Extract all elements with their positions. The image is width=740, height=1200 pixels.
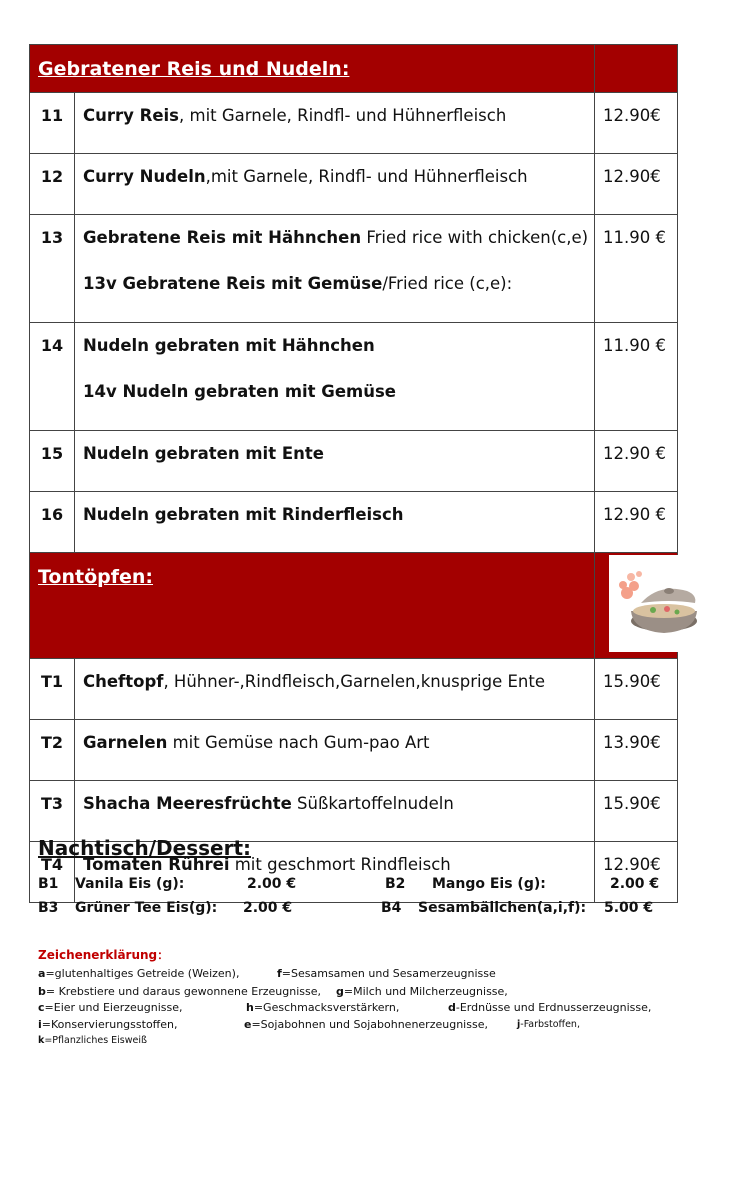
item-name: Garnelen xyxy=(83,733,168,752)
item-description: mit geschmort Rindfleisch xyxy=(229,855,451,874)
item-number: 15 xyxy=(30,431,75,492)
item-description: , Hühner-,Rindfleisch,Garnelen,knusprige Ente xyxy=(163,672,545,691)
item-price: 15.90€ xyxy=(595,659,678,720)
item-description: , mit Garnele, Rindfl- und Hühnerfleisch xyxy=(179,106,507,125)
dessert-name: Vanila Eis (g): xyxy=(75,876,185,892)
section-title: Tontöpfen: xyxy=(38,566,154,588)
table-row xyxy=(30,659,678,720)
item-name: Nudeln gebraten mit Rinderfleisch xyxy=(83,505,404,524)
dessert-price: 5.00 € xyxy=(604,900,654,916)
item-description: mit Gemüse nach Gum-pao Art xyxy=(167,733,430,752)
item-price: 12.90€ xyxy=(595,93,678,154)
dessert-price: 2.00 € xyxy=(247,876,297,892)
menu-table xyxy=(29,44,678,903)
legend-entry: i=Konservierungsstoffen, xyxy=(38,1018,178,1031)
item-price: 12.90€ xyxy=(595,842,678,903)
table-row xyxy=(30,215,678,323)
legend-title: Zeichenerklärung： xyxy=(38,948,170,962)
item-number: 13 xyxy=(30,215,75,323)
legend-entry: f=Sesamsamen und Sesamerzeugnisse xyxy=(277,967,496,980)
item-number: 16 xyxy=(30,492,75,553)
item-price: 11.90 € xyxy=(595,323,678,431)
section-header-clay-pot xyxy=(30,553,678,659)
item-name: Cheftopf xyxy=(83,672,164,691)
legend-entry: k=Pflanzliches Eisweiß xyxy=(38,1035,147,1046)
table-row xyxy=(30,93,678,154)
item-description: Fried rice with chicken(c,e) xyxy=(361,228,589,247)
legend-entry: h=Geschmacksverstärkern, xyxy=(246,1001,400,1014)
dessert-name: Mango Eis (g): xyxy=(432,876,546,892)
legend-entry: b= Krebstiere und daraus gewonnene Erzeugnisse, xyxy=(38,985,321,998)
table-row xyxy=(30,720,678,781)
dessert-name: Sesambällchen(a,i,f): xyxy=(418,900,587,916)
item-price: 15.90€ xyxy=(595,781,678,842)
dessert-code: B1 xyxy=(38,876,59,892)
item-description: ,mit Garnele, Rindfl- und Hühnerfleisch xyxy=(205,167,528,186)
dessert-name: Grüner Tee Eis(g): xyxy=(75,900,218,916)
item-price: 12.90€ xyxy=(595,154,678,215)
dessert-code: B2 xyxy=(385,876,406,892)
legend-entry: g=Milch und Milcherzeugnisse, xyxy=(336,985,508,998)
item-number: 11 xyxy=(30,93,75,154)
legend-entry: e=Sojabohnen und Sojabohnenerzeugnisse, xyxy=(244,1018,488,1031)
legend-entry: c=Eier und Eierzeugnisse, xyxy=(38,1001,183,1014)
item-price: 12.90 € xyxy=(595,431,678,492)
item-number: T1 xyxy=(30,659,75,720)
item-number: T2 xyxy=(30,720,75,781)
item-description: Süßkartoffelnudeln xyxy=(291,794,454,813)
item-name: Nudeln gebraten mit Hähnchen xyxy=(83,336,375,355)
item-number: T3 xyxy=(30,781,75,842)
dessert-price: 2.00 € xyxy=(610,876,660,892)
table-row xyxy=(30,154,678,215)
section-title: Gebratener Reis und Nudeln: xyxy=(38,58,350,80)
item-name: Shacha Meeresfrüchte xyxy=(83,794,292,813)
dessert-code: B4 xyxy=(381,900,402,916)
dessert-code: B3 xyxy=(38,900,59,916)
item-name: Curry Nudeln xyxy=(83,167,206,186)
item-name: Nudeln gebraten mit Ente xyxy=(83,444,324,463)
item-price: 11.90 € xyxy=(595,215,678,323)
item-number: T4 xyxy=(30,842,75,903)
item-name: Tomaten Rührei xyxy=(83,855,230,874)
item-name-variant: 14v Nudeln gebraten mit Gemüse xyxy=(83,382,396,401)
dessert-price: 2.00 € xyxy=(243,900,293,916)
item-number: 14 xyxy=(30,323,75,431)
table-row xyxy=(30,781,678,842)
legend-entry: j-Farbstoffen, xyxy=(517,1019,580,1030)
section-header-fried-rice xyxy=(30,45,678,93)
item-price: 13.90€ xyxy=(595,720,678,781)
table-row xyxy=(30,431,678,492)
item-name: Curry Reis xyxy=(83,106,180,125)
item-name-variant: 13v Gebratene Reis mit Gemüse xyxy=(83,274,383,293)
legend-entry: d-Erdnüsse und Erdnusserzeugnisse, xyxy=(448,1001,652,1014)
table-row xyxy=(30,323,678,431)
item-number: 12 xyxy=(30,154,75,215)
dessert-title: Nachtisch/Dessert: xyxy=(38,836,252,860)
legend-entry: a=glutenhaltiges Getreide (Weizen), xyxy=(38,967,240,980)
table-row xyxy=(30,492,678,553)
item-price: 12.90 € xyxy=(595,492,678,553)
item-name: Gebratene Reis mit Hähnchen xyxy=(83,228,362,247)
item-description-variant: /Fried rice (c,e): xyxy=(382,274,513,293)
clay-pot-icon xyxy=(609,555,709,652)
